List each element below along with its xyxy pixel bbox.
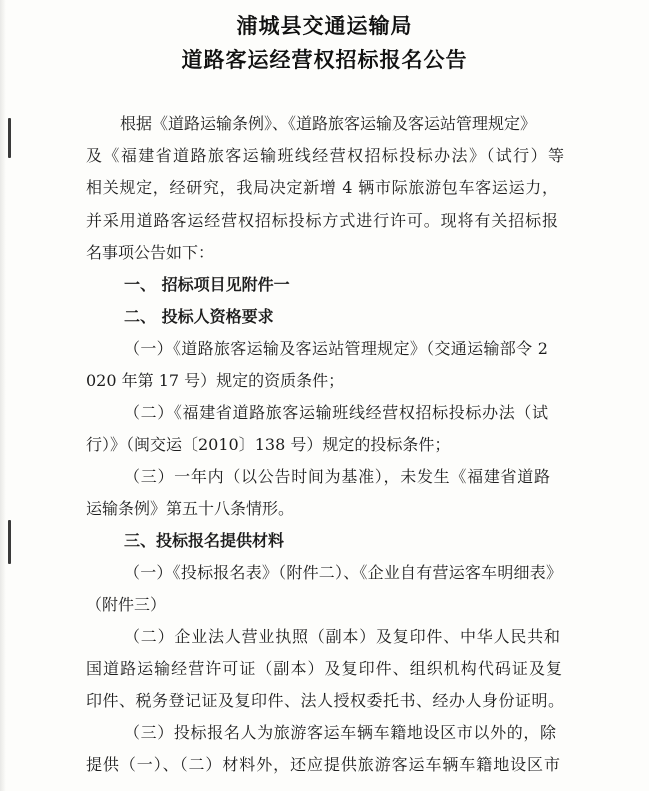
text-line: （二）企业法人营业执照（副本）及复印件、中华人民共和 <box>124 627 560 646</box>
text-line: 名事项公告如下： <box>86 243 215 262</box>
document-subtitle: 道路客运经营权招标报名公告 <box>181 48 468 72</box>
text-line: 及《福建省道路旅客运输班线经营权招标投标办法》（试行）等 <box>86 146 564 165</box>
section-heading: 一、 招标项目见附件一 <box>124 275 290 294</box>
section-heading: 二、 投标人资格要求 <box>124 307 274 326</box>
text-line: （三）一年内（以公告时间为基准），未发生《福建省道路 <box>124 467 550 486</box>
text-line: 行）》（闽交运〔2010〕138 号）规定的投标条件； <box>86 435 451 454</box>
text-line: 并采用道路客运经营权招标投标方式进行许可。现将有关招标报 <box>86 211 558 230</box>
text-line: 印件、税务登记证及复印件、法人授权委托书、经办人身份证明。 <box>86 691 564 710</box>
text-line: 根据《道路运输条例》、《道路旅客运输及客运站管理规定》 <box>120 114 537 133</box>
text-line: 020 年第 17 号）规定的资质条件； <box>86 371 345 390</box>
document-title: 浦城县交通运输局 <box>236 14 413 38</box>
text-line: 国道路运输经营许可证（副本）及复印件、组织机构代码证及复 <box>86 659 562 678</box>
binding-mark <box>8 520 11 564</box>
text-line: 运输条例》第五十八条情形。 <box>86 499 295 518</box>
text-line: （附件三） <box>86 595 167 614</box>
text-line: 相关规定，经研究，我局决定新增 4 辆市际旅游包车客运运力， <box>86 178 558 197</box>
text-line: 提供（一）、（二）材料外，还应提供旅游客运车辆车籍地设区市 <box>86 755 560 774</box>
binding-mark <box>8 118 11 158</box>
section-heading: 三、投标报名提供材料 <box>124 531 285 550</box>
text-line: （一）《投标报名表》（附件二）、《企业自有营运客车明细表》 <box>124 563 562 582</box>
scan-shadow <box>0 0 6 791</box>
text-line: （二）《福建省道路旅客运输班线经营权招标投标办法（试 <box>124 403 548 422</box>
text-line: （三）投标报名人为旅游客运车辆车籍地设区市以外的，除 <box>124 723 556 742</box>
text-line: （一）《道路旅客运输及客运站管理规定》（交通运输部令 2 <box>124 339 548 358</box>
